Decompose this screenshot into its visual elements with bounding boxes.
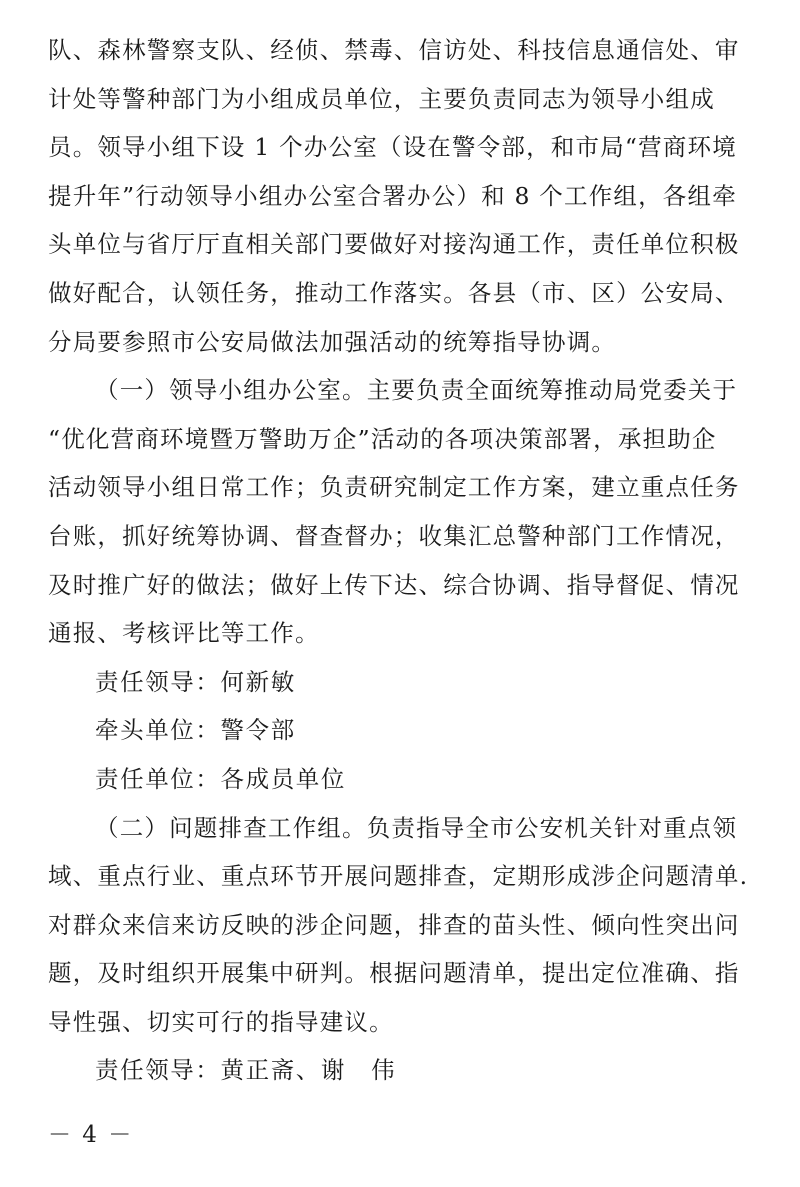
text-line: 通报、考核评比等工作。	[48, 619, 320, 648]
responsible-leader-line: 责任领导：何新敏	[95, 667, 296, 696]
text-line: 队、森林警察支队、经侦、禁毒、信访处、科技信息通信处、审	[48, 36, 740, 64]
responsible-leader-line: 责任领导：黄正斋、谢 伟	[95, 1056, 397, 1085]
text-line: 活动领导小组日常工作；负责研究制定工作方案，建立重点任务	[48, 473, 740, 502]
section-heading-line: （二）问题排查工作组。负责指导全市公安机关针对重点领	[95, 813, 738, 842]
text-line: 对群众来信来访反映的涉企问题，排查的苗头性、倾向性突出问	[48, 910, 740, 939]
section-heading-line: （一）领导小组办公室。主要负责全面统筹推动局党委关于	[95, 376, 738, 405]
text-line: 分局要参照市公安局做法加强活动的统筹指导协调。	[48, 327, 617, 356]
text-line: 导性强、切实可行的指导建议。	[48, 1007, 394, 1036]
text-line: 台账，抓好统筹协调、督查督办；收集汇总警种部门工作情况，	[48, 521, 740, 550]
text-line: 及时推广好的做法；做好上传下达、综合协调、指导督促、情况	[48, 570, 740, 599]
responsible-unit-line: 责任单位：各成员单位	[95, 764, 346, 793]
text-line: 做好配合，认领任务，推动工作落实。各县（市、区）公安局、	[48, 278, 740, 307]
text-line: 提升年”行动领导小组办公室合署办公）和 8 个工作组，各组牵	[48, 181, 737, 210]
text-line: 题，及时组织开展集中研判。根据问题清单，提出定位准确、指	[48, 959, 740, 988]
text-line: 域、重点行业、重点环节开展问题排查，定期形成涉企问题清单.	[48, 862, 749, 891]
text-line: “优化营商环境暨万警助万企”活动的各项决策部署，承担助企	[48, 424, 717, 453]
text-line: 头单位与省厅厅直相关部门要做好对接沟通工作，责任单位积极	[48, 230, 740, 259]
text-line: 员。领导小组下设 1 个办公室（设在警令部，和市局“营商环境	[48, 133, 737, 162]
page-number: － 4 －	[48, 1122, 134, 1148]
text-line: 计处等警种部门为小组成员单位，主要负责同志为领导小组成	[48, 84, 715, 113]
lead-unit-line: 牵头单位：警令部	[95, 716, 296, 745]
document-body	[48, 26, 764, 1095]
